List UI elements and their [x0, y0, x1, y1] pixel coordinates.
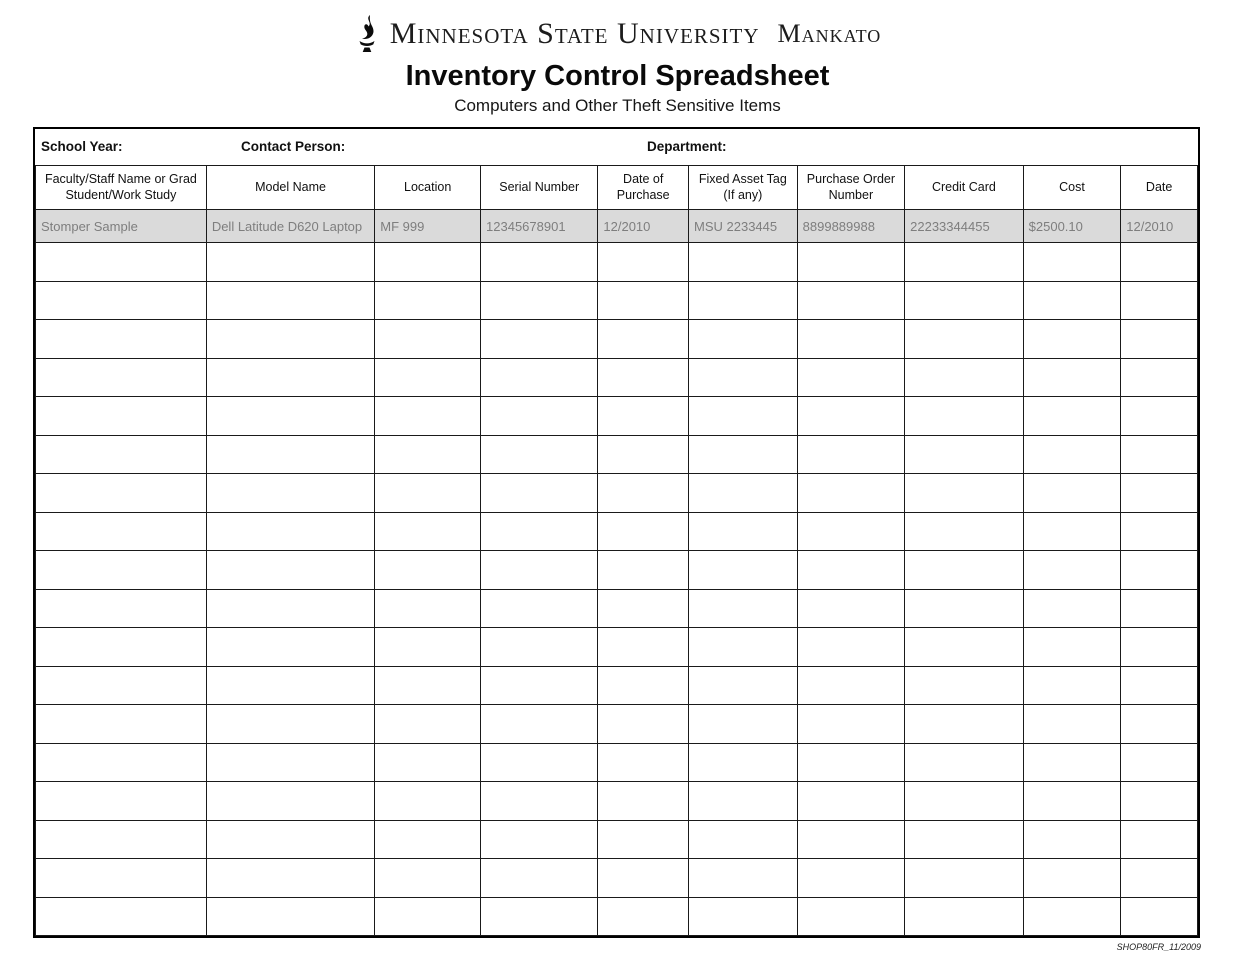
- empty-cell: [206, 782, 374, 821]
- empty-cell: [797, 512, 904, 551]
- empty-row: [36, 589, 1198, 628]
- university-logo-line: [0, 12, 1235, 56]
- empty-cell: [375, 281, 481, 320]
- empty-cell: [1121, 551, 1198, 590]
- sample-cell-9: 12/2010: [1121, 210, 1198, 243]
- empty-cell: [375, 628, 481, 667]
- empty-cell: [206, 589, 374, 628]
- empty-cell: [375, 897, 481, 936]
- sample-cell-8: $2500.10: [1023, 210, 1121, 243]
- empty-cell: [481, 281, 598, 320]
- empty-cell: [905, 897, 1024, 936]
- form-info-row: [35, 129, 1198, 165]
- empty-cell: [797, 628, 904, 667]
- empty-cell: [689, 743, 798, 782]
- empty-cell: [1023, 820, 1121, 859]
- page-title: Inventory Control Spreadsheet: [405, 60, 830, 92]
- empty-cell: [1023, 243, 1121, 282]
- empty-row: [36, 320, 1198, 359]
- empty-cell: [375, 397, 481, 436]
- empty-cell: [375, 666, 481, 705]
- empty-cell: [905, 666, 1024, 705]
- empty-cell: [797, 859, 904, 898]
- empty-cell: [1023, 281, 1121, 320]
- empty-cell: [598, 358, 689, 397]
- empty-row: [36, 859, 1198, 898]
- empty-row: [36, 666, 1198, 705]
- empty-cell: [1023, 628, 1121, 667]
- empty-cell: [689, 397, 798, 436]
- empty-cell: [905, 435, 1024, 474]
- empty-row: [36, 820, 1198, 859]
- empty-cell: [375, 820, 481, 859]
- empty-cell: [481, 243, 598, 282]
- empty-cell: [797, 666, 904, 705]
- empty-cell: [689, 474, 798, 513]
- column-header-1: Model Name: [206, 166, 374, 210]
- empty-cell: [206, 243, 374, 282]
- empty-cell: [797, 320, 904, 359]
- column-header-9: Date: [1121, 166, 1198, 210]
- column-header-8: Cost: [1023, 166, 1121, 210]
- empty-cell: [36, 628, 207, 667]
- empty-cell: [375, 782, 481, 821]
- sample-cell-0: Stomper Sample: [36, 210, 207, 243]
- empty-cell: [905, 859, 1024, 898]
- empty-cell: [905, 474, 1024, 513]
- empty-row: [36, 435, 1198, 474]
- empty-cell: [797, 551, 904, 590]
- empty-cell: [481, 320, 598, 359]
- empty-cell: [905, 281, 1024, 320]
- sample-data-row: [36, 210, 1198, 243]
- empty-cell: [481, 897, 598, 936]
- empty-cell: [481, 397, 598, 436]
- empty-cell: [375, 589, 481, 628]
- empty-cell: [689, 589, 798, 628]
- empty-cell: [1023, 320, 1121, 359]
- empty-cell: [36, 512, 207, 551]
- empty-cell: [689, 512, 798, 551]
- empty-cell: [1121, 474, 1198, 513]
- column-header-3: Serial Number: [481, 166, 598, 210]
- empty-cell: [598, 897, 689, 936]
- column-header-2: Location: [375, 166, 481, 210]
- empty-cell: [1121, 589, 1198, 628]
- empty-cell: [905, 243, 1024, 282]
- empty-cell: [1121, 705, 1198, 744]
- empty-cell: [1023, 512, 1121, 551]
- empty-cell: [689, 705, 798, 744]
- empty-row: [36, 474, 1198, 513]
- university-name: Minnesota State University: [389, 17, 760, 50]
- empty-cell: [1121, 397, 1198, 436]
- empty-cell: [36, 820, 207, 859]
- empty-cell: [1023, 435, 1121, 474]
- column-header-4: Date of Purchase: [598, 166, 689, 210]
- empty-cell: [797, 743, 904, 782]
- empty-cell: [36, 782, 207, 821]
- empty-cell: [206, 320, 374, 359]
- empty-cell: [1121, 628, 1198, 667]
- empty-row: [36, 281, 1198, 320]
- empty-cell: [689, 859, 798, 898]
- empty-cell: [206, 705, 374, 744]
- empty-cell: [481, 589, 598, 628]
- empty-cell: [689, 243, 798, 282]
- empty-cell: [689, 820, 798, 859]
- empty-cell: [1023, 666, 1121, 705]
- empty-cell: [1121, 320, 1198, 359]
- empty-cell: [1121, 859, 1198, 898]
- empty-cell: [481, 782, 598, 821]
- empty-row: [36, 705, 1198, 744]
- empty-cell: [598, 435, 689, 474]
- empty-cell: [375, 551, 481, 590]
- empty-cell: [375, 705, 481, 744]
- empty-cell: [481, 551, 598, 590]
- empty-cell: [375, 320, 481, 359]
- empty-cell: [689, 782, 798, 821]
- empty-cell: [689, 358, 798, 397]
- empty-cell: [1121, 435, 1198, 474]
- inventory-sheet: [33, 127, 1200, 938]
- column-header-7: Credit Card: [905, 166, 1024, 210]
- empty-cell: [481, 743, 598, 782]
- empty-row: [36, 782, 1198, 821]
- form-code: SHOP80FR_11/2009: [1116, 942, 1201, 952]
- empty-row: [36, 551, 1198, 590]
- empty-row: [36, 358, 1198, 397]
- empty-cell: [797, 243, 904, 282]
- empty-cell: [598, 243, 689, 282]
- sample-cell-6: 8899889988: [797, 210, 904, 243]
- empty-cell: [1023, 897, 1121, 936]
- sample-cell-7: 22233344455: [905, 210, 1024, 243]
- empty-cell: [1023, 859, 1121, 898]
- empty-cell: [481, 666, 598, 705]
- school-year-label: School Year:: [41, 139, 123, 154]
- empty-cell: [1023, 474, 1121, 513]
- empty-cell: [598, 782, 689, 821]
- sample-cell-4: 12/2010: [598, 210, 689, 243]
- empty-cell: [36, 397, 207, 436]
- empty-cell: [905, 551, 1024, 590]
- empty-cell: [905, 743, 1024, 782]
- empty-cell: [598, 589, 689, 628]
- empty-cell: [905, 589, 1024, 628]
- empty-row: [36, 628, 1198, 667]
- empty-cell: [1023, 551, 1121, 590]
- empty-cell: [689, 897, 798, 936]
- empty-cell: [797, 397, 904, 436]
- sample-cell-5: MSU 2233445: [689, 210, 798, 243]
- empty-cell: [797, 435, 904, 474]
- empty-row: [36, 743, 1198, 782]
- sample-cell-3: 12345678901: [481, 210, 598, 243]
- empty-cell: [797, 705, 904, 744]
- column-header-row: [36, 166, 1198, 210]
- empty-cell: [905, 320, 1024, 359]
- empty-cell: [206, 435, 374, 474]
- empty-cell: [206, 281, 374, 320]
- empty-cell: [206, 397, 374, 436]
- empty-cell: [206, 743, 374, 782]
- empty-cell: [598, 743, 689, 782]
- torch-flame-icon: [354, 14, 380, 54]
- empty-cell: [1023, 782, 1121, 821]
- empty-cell: [481, 628, 598, 667]
- empty-cell: [481, 859, 598, 898]
- empty-cell: [1121, 243, 1198, 282]
- empty-cell: [481, 820, 598, 859]
- column-header-6: Purchase Order Number: [797, 166, 904, 210]
- empty-cell: [905, 782, 1024, 821]
- empty-cell: [598, 397, 689, 436]
- empty-cell: [36, 281, 207, 320]
- empty-cell: [1121, 897, 1198, 936]
- empty-cell: [36, 435, 207, 474]
- empty-cell: [206, 474, 374, 513]
- empty-cell: [206, 628, 374, 667]
- empty-cell: [481, 435, 598, 474]
- empty-cell: [689, 551, 798, 590]
- empty-cell: [1121, 512, 1198, 551]
- empty-cell: [206, 551, 374, 590]
- empty-cell: [36, 474, 207, 513]
- empty-cell: [598, 320, 689, 359]
- empty-row: [36, 243, 1198, 282]
- empty-cell: [598, 859, 689, 898]
- university-suffix: Mankato: [777, 19, 882, 48]
- empty-cell: [905, 512, 1024, 551]
- empty-row: [36, 897, 1198, 936]
- empty-cell: [1023, 358, 1121, 397]
- empty-cell: [1121, 820, 1198, 859]
- empty-cell: [598, 705, 689, 744]
- empty-cell: [375, 358, 481, 397]
- empty-cell: [36, 705, 207, 744]
- empty-cell: [689, 320, 798, 359]
- empty-cell: [905, 358, 1024, 397]
- empty-cell: [1121, 358, 1198, 397]
- empty-cell: [375, 512, 481, 551]
- empty-cell: [36, 320, 207, 359]
- empty-cell: [797, 782, 904, 821]
- empty-cell: [1121, 281, 1198, 320]
- empty-cell: [598, 474, 689, 513]
- empty-cell: [797, 897, 904, 936]
- empty-cell: [36, 243, 207, 282]
- empty-cell: [1023, 397, 1121, 436]
- empty-cell: [206, 512, 374, 551]
- empty-cell: [36, 551, 207, 590]
- page-subtitle: Computers and Other Theft Sensitive Items: [454, 96, 781, 115]
- empty-cell: [36, 743, 207, 782]
- empty-cell: [481, 358, 598, 397]
- contact-person-label: Contact Person:: [241, 139, 346, 154]
- empty-cell: [689, 281, 798, 320]
- empty-cell: [481, 474, 598, 513]
- empty-cell: [206, 897, 374, 936]
- empty-cell: [1023, 589, 1121, 628]
- inventory-table: [35, 165, 1198, 936]
- empty-cell: [598, 628, 689, 667]
- department-label: Department:: [647, 139, 727, 154]
- empty-cell: [1023, 743, 1121, 782]
- empty-cell: [1121, 743, 1198, 782]
- empty-cell: [36, 589, 207, 628]
- empty-cell: [206, 358, 374, 397]
- empty-cell: [905, 628, 1024, 667]
- empty-cell: [689, 435, 798, 474]
- empty-cell: [1121, 782, 1198, 821]
- empty-cell: [481, 705, 598, 744]
- sample-cell-2: MF 999: [375, 210, 481, 243]
- empty-cell: [598, 666, 689, 705]
- masthead: [0, 0, 1235, 116]
- empty-cell: [36, 666, 207, 705]
- empty-cell: [797, 820, 904, 859]
- empty-cell: [1023, 705, 1121, 744]
- empty-cell: [797, 474, 904, 513]
- empty-cell: [598, 551, 689, 590]
- empty-cell: [797, 358, 904, 397]
- empty-cell: [36, 358, 207, 397]
- empty-cell: [36, 859, 207, 898]
- empty-cell: [689, 666, 798, 705]
- empty-cell: [206, 820, 374, 859]
- empty-cell: [375, 474, 481, 513]
- column-header-0: Faculty/Staff Name or Grad Student/Work Study: [36, 166, 207, 210]
- empty-cell: [375, 435, 481, 474]
- empty-cell: [598, 820, 689, 859]
- empty-cell: [375, 743, 481, 782]
- empty-cell: [689, 628, 798, 667]
- empty-cell: [36, 897, 207, 936]
- sample-cell-1: Dell Latitude D620 Laptop: [206, 210, 374, 243]
- empty-cell: [905, 820, 1024, 859]
- empty-cell: [481, 512, 598, 551]
- empty-cell: [206, 859, 374, 898]
- empty-cell: [797, 281, 904, 320]
- column-header-5: Fixed Asset Tag (If any): [689, 166, 798, 210]
- empty-cell: [375, 243, 481, 282]
- empty-cell: [598, 281, 689, 320]
- empty-cell: [375, 859, 481, 898]
- empty-row: [36, 512, 1198, 551]
- empty-cell: [598, 512, 689, 551]
- empty-cell: [797, 589, 904, 628]
- empty-cell: [905, 397, 1024, 436]
- empty-cell: [206, 666, 374, 705]
- empty-row: [36, 397, 1198, 436]
- empty-cell: [905, 705, 1024, 744]
- empty-cell: [1121, 666, 1198, 705]
